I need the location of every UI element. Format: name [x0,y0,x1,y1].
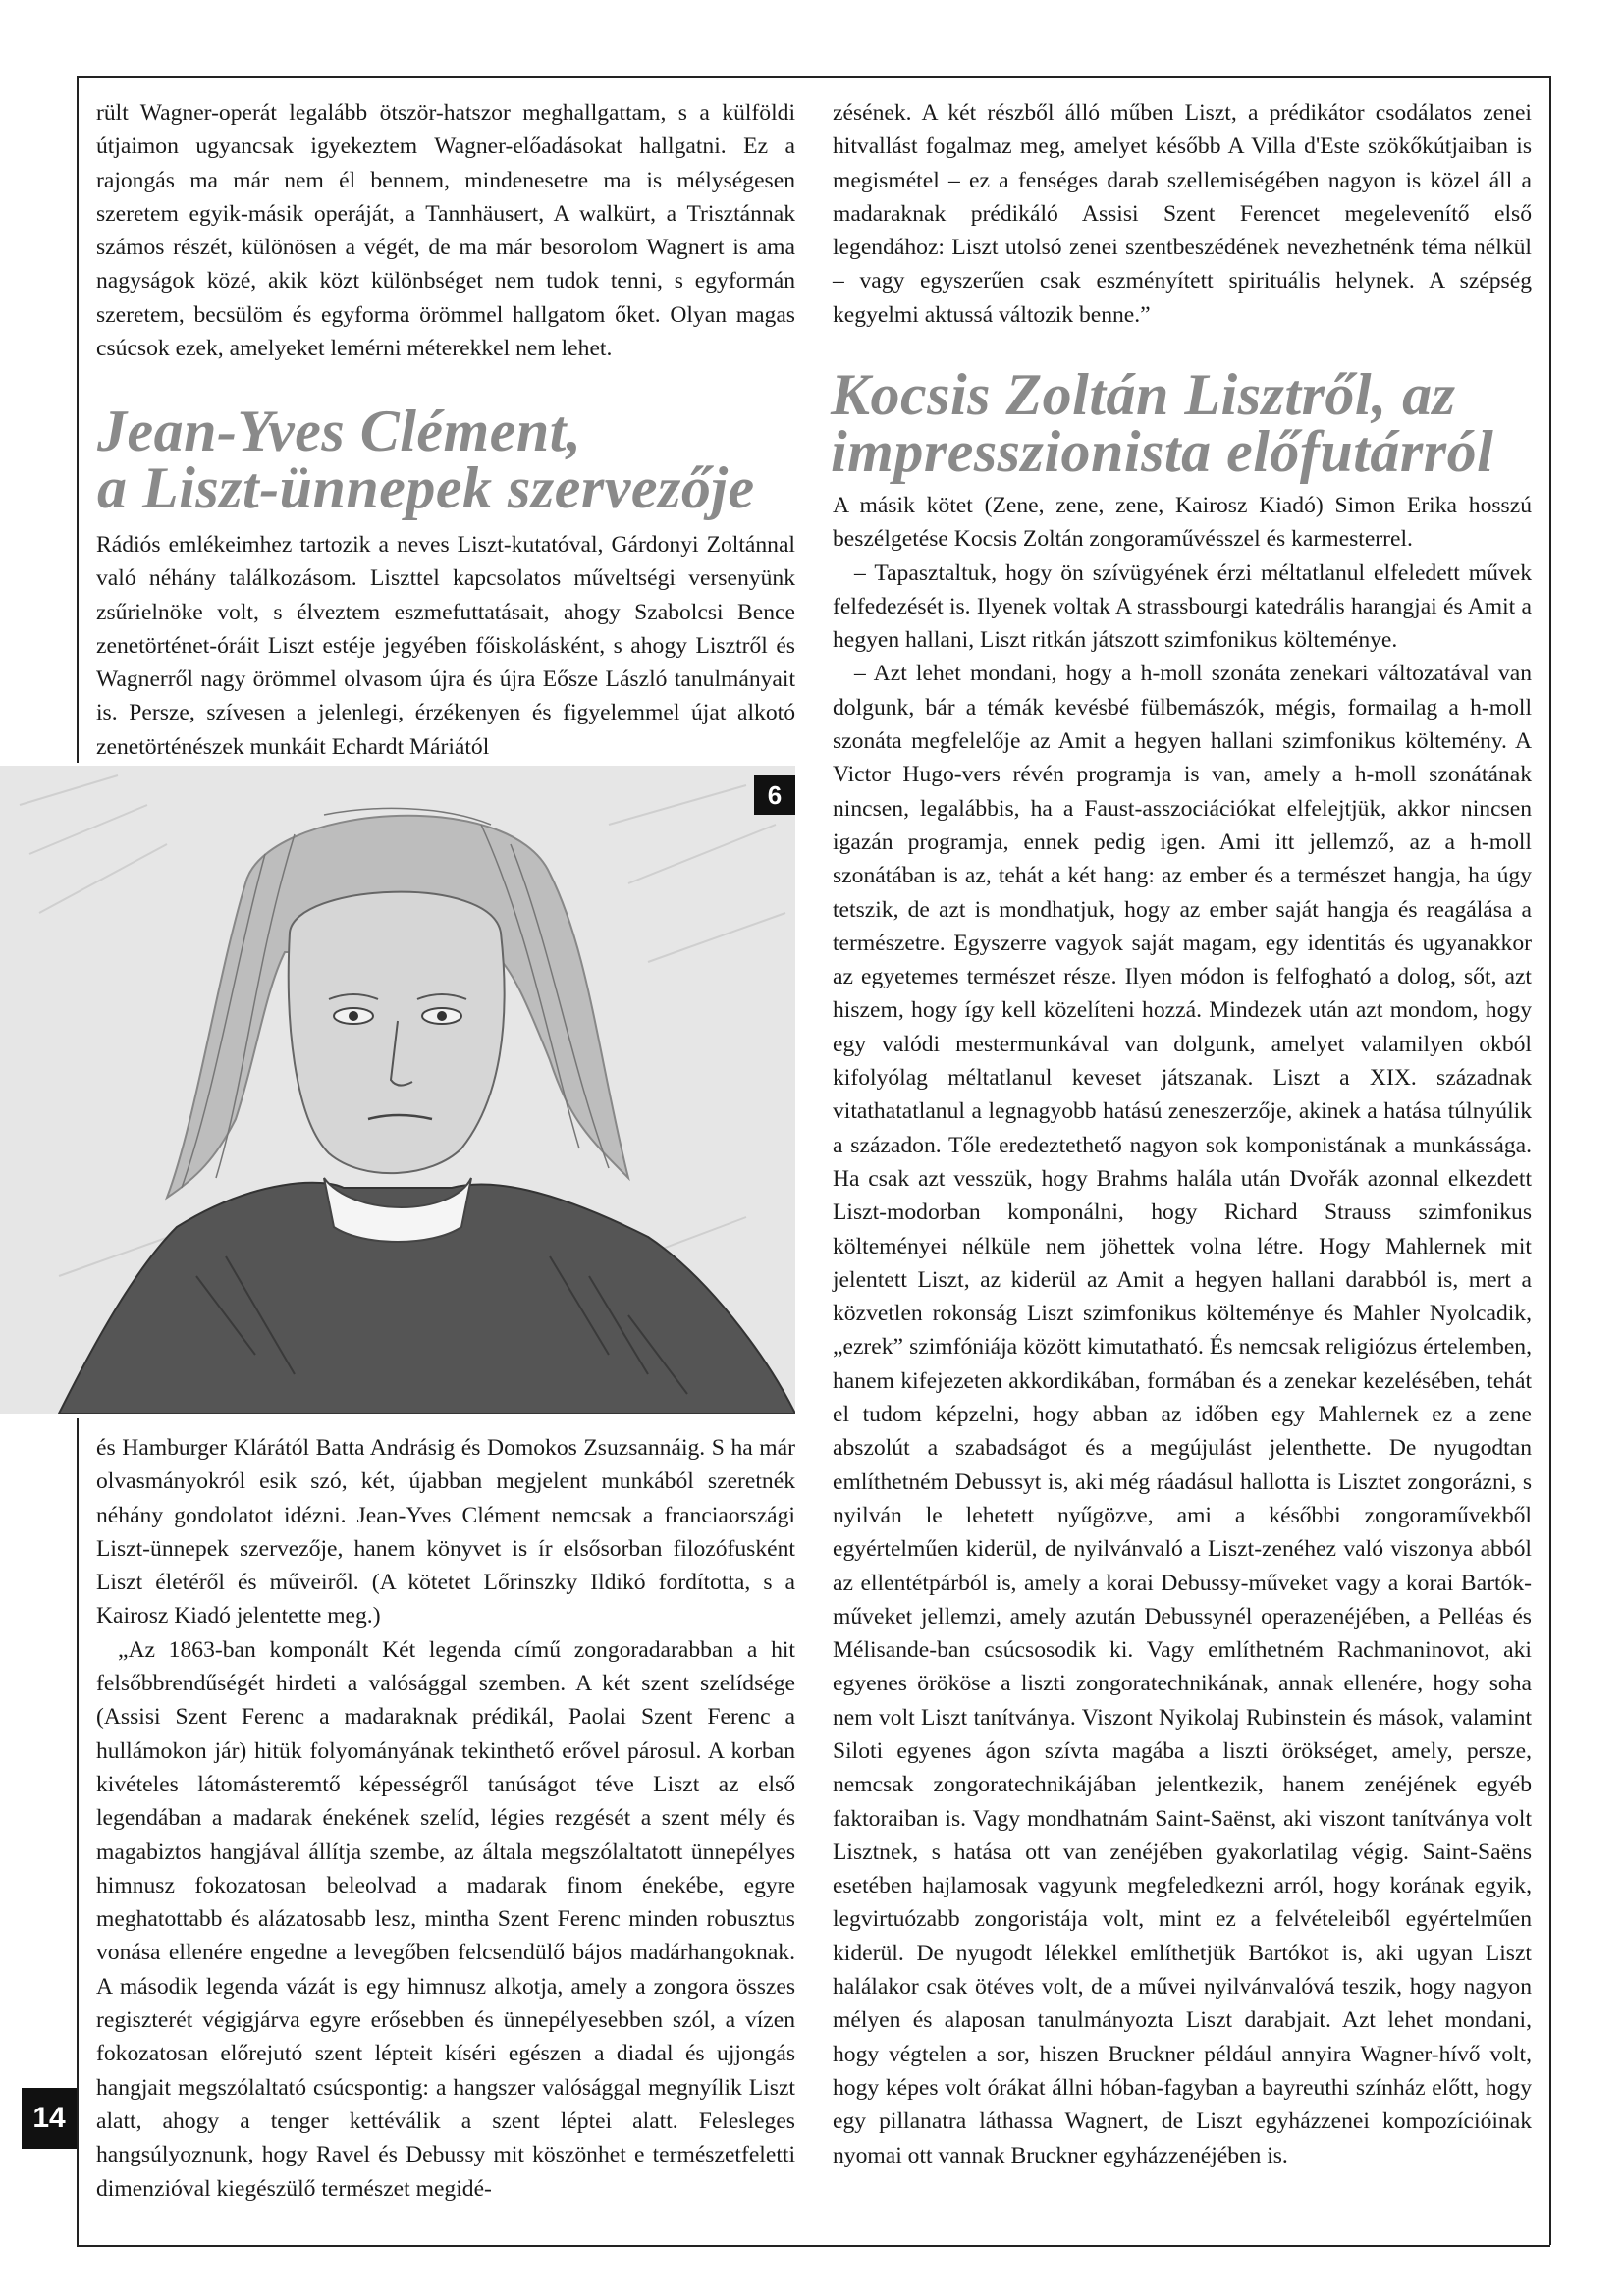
clement-paragraph-1: Rádiós emlékeimhez tartozik a neves Liszt-kutatóval, Gárdonyi Zoltánnal való néhány találkozásom. Liszttel kapcsolatos műveltségi versenyünk zsűrielnöke volt, s élveztem eszmefuttatásait, ahogy Szabolcsi Bence zenetörténet-óráit Liszt estéje jegyében főiskolásként, s ahogy Lisztről és Wagnerről nagy örömmel olvasom újra és újra Eősze László tanulmányait is. Persze, szívesen a jelenlegi, érzékenyen és figyelemmel újat alkotó zenetörténészek munkáit Echardt Máriától [96,532,795,760]
heading-kocsis [831,362,1547,484]
kocsis-question: – Tapasztaltuk, hogy ön szívügyének érzi méltatlanul elfeledett művek felfedezését is. Ilyenek voltak A strassbourgi katedrális harangjai és Amit a hegyen hallani, Liszt ritkán játszott szimfonikus költeménye. [833,560,1532,654]
page-number: 14 [22,2088,77,2149]
clement-quote: „Az 1863-ban komponált Két legenda című zongoradarabban a hit felsőbbrendűségét hirdeti a valósággal szemben. A két szent szelídsége (Assisi Szent Ferenc a madaraknak prédikál, Paolai Szent Ferenc a hullámokon jár) hitük folyományának tekinthető erővel párosul. A korban kivételes látomásteremtő képességről tanúságot téve Liszt az első legendában a madarak énekének szelíd, légies rezgését a szent mély és magabiztos hangjával állítja szembe, az általa megszólaltatott ünnepélyes himnusz fokozatosan beleolvad a madarak finom énekébe, egyre meghatottabb és alázatosabb lesz, mintha Szent Ferenc minden robusztus vonása ellenére engedne a levegőben felcsendülő bájos madárhangoknak. A második legenda vázát is egy himnusz alkotja, amely a zongora összes regiszterét végigjárva egyre erősebben és ünnepélyesebben szól, a vízen fokozatosan előrejutó szent lépteit kíséri egészen a diadal és ujjongás hangjait megszólaltató csúcspontig: a hangszer valósággal megnyílik Liszt alatt, ahogy a tenger kettéválik a szent léptei alatt. Felesleges hangsúlyoznunk, hogy Ravel és Debussy mit köszönhet e természetfeletti dimenzióval kiegészülő természet megidé- [96,1636,795,2202]
kocsis-paragraph-1: A másik kötet (Zene, zene, zene, Kairosz Kiadó) Simon Erika hosszú beszélgetése Kocsis Zoltán zongoraművésszel és karmesterrel. [833,493,1532,553]
page-frame-left-bottom [77,1418,79,2245]
page-frame-right [1549,76,1551,2245]
page-frame-bottom [77,2245,1550,2247]
column2-top [833,96,1532,332]
column1-intro [96,96,795,365]
page-frame-left-top [77,76,79,763]
liszt-portrait-drawing [0,766,795,1414]
heading-clement-line2: a Liszt-ünnepek szervezője [97,455,755,520]
column1-lower [96,1431,795,2206]
column2-body [833,489,1532,2172]
heading-kocsis-line1: Kocsis Zoltán Lisztről, az [831,362,1456,427]
figure-number-badge: 6 [754,775,795,815]
column1-upper [96,528,795,764]
quote-continuation: zésének. A két részből álló műben Liszt, a prédikátor csodálatos zenei hitvallást fogalmaz meg, amelyet később A Villa d'Este szökőkútjaiban is megismétel – ez a fenséges darab szellemiségében nagyon is közel áll a madaraknak prédikáló Assisi Szent Ferencet megelevenítő első legendához: Liszt utolsó zenei szentbeszédének nevezhetnénk téma nélkül – vagy egyszerűen csak eszményített spirituális helynek. A szépség kegyelmi aktussá változik benne.” [833,100,1532,328]
heading-kocsis-line2: impresszionista előfutárról [831,419,1494,484]
clement-paragraph-2: és Hamburger Klárától Batta Andrásig és Domokos Zsuzsannáig. S ha már olvasmányokról esik szó, két, újabban megjelent munkából szeretnék néhány gondolatot idézni. Jean-Yves Clément nemcsak a franciaországi Liszt-ünnepek szervezője, hanem könyvet is ír elsősorban filozófusként Liszt életéről és műveiről. (A kötetet Lőrinszky Ildikó fordította, s a Kairosz Kiadó jelentette meg.) [96,1435,795,1629]
kocsis-answer: – Azt lehet mondani, hogy a h-moll szonáta zenekari változatával van dolgunk, bár a témák kevésbé fülbemászók, mégis, formailag a h-moll szonáta megfelelője az Amit a hegyen hallani szimfonikus költemény. A Victor Hugo-vers révén programja is van, amely a h-moll szonátának nincsen, legalábbis, ha a Faust-asszociációkat elfelejtjük, akkor nincsen igazán programja, ennek pedig igen. Ami itt jellemző, az a h-moll szonátában is az, tehát a két hang: az ember és a természet hangja, ha úgy tetszik, de azt is mondhatjuk, hogy az ember saját hangja és reagálása a természetre. Egyszerre vagyok saját magam, egy identitás és ugyanakkor az egyetemes természet része. Ilyen módon is felfogható a dolog, sőt, azt hiszem, hogy így kell közelíteni hozzá. Mindezek után azt mondom, hogy egy valódi mestermunkával van dolgunk, amelyet valamilyen okból kifolyólag méltatlanul keveset játszanak. Liszt a XIX. századnak vitathatatlanul a legnagyobb hatású zeneszerzője, akinek a hatása túlnyúlik a századon. Tőle eredeztethető nagyon sok komponistának a munkássága. Ha csak azt vesszük, hogy Brahms halála után Dvořák azonnal elkezdett Liszt-modorban komponálni, hogy Richard Strauss szimfonikus költeményei nélküle nem jöhettek volna létre. Hogy Mahlernek mit jelentett Liszt, az kiderül az Amit a hegyen hallani darabból is, mert a közvetlen rokonság Liszt szimfonikus költeménye és Mahler Nyolcadik, „ezrek” szimfóniája között kimutatható. És nemcsak religiózus értelemben, hanem kifejezeten akkordikában, formában és a zenekar kezelésében, tehát el tudom képzelni, hogy abban az időben egy Mahlernek ez a zene abszolút a szabadságot és a megújulást jelenthette. De nyugodtan említhetném Debussyt is, aki még ráadásul hallotta is Lisztet zongorázni, s nyilván le lehetett nyűgözve, ami a későbbi zongoraművekből egyértelműen kiderül, de nyilvánvaló a Liszt-zenéhez való viszonya abból az ellentétpárból is, amely a korai Debussy-műveket vagy a korai Bartók-műveket jellemzi, amely azután Debussynél operazenéjében, a Pelléas és Mélisande-ban csúcsosodik ki. Vagy említhetném Rachmaninovot, aki egyenes örököse a liszti zongoratechnikának, annak ellenére, hogy soha nem volt Liszt tanítványa. Viszont Nyikolaj Rubinstein és mások, valamint Siloti egyenes ágon szívta magába a liszti örökséget, amely, persze, nemcsak zongoratechnikájában jelentkezik, hanem zenéjének egyéb faktoraiban is. Vagy mondhatnám Saint-Saënst, aki viszont tanítványa volt Lisztnek, s hatása ott van zenéjében gyakorlatilag végig. Saint-Saëns esetében hajlamosak vagyunk megfeledkezni arról, hogy korának egyik, legvirtuózabb zongoristája volt, mint ez a felvételeiből egyértelműen kiderül. De nyugodt lélekkel említhetjük Bartókot is, aki ugyan Liszt halálakor csak ötéves volt, de a művei nyilvánvalóvá teszik, hogy nagyon mélyen és alaposan tanulmányozta Liszt darabjait. Azt lehet mondani, hogy végtelen a sor, hiszen Bruckner például annyira Wagner-hívő volt, hogy képes volt órákat állni hóban-fagyban a bayreuthi színház előtt, hogy egy pillanatra láthassa Wagnert, de Liszt egyházzenei kompozícióinak nyomai ott vannak Bruckner egyházzenéjében is. [833,661,1532,2168]
page-frame-top [77,76,1550,78]
heading-clement-line1: Jean-Yves Clément, [97,399,582,463]
intro-paragraph: rült Wagner-operát legalább ötször-hatszor meghallgattam, s a külföldi útjaimon ugyancsak igyekeztem Wagner-előadásokat hallgatni. Ez a rajongás ma már nem él bennem, mindenesetre ma is mélységesen szeretem egyik-másik operáját, a Tannhäusert, A walkürt, a Trisztánnak számos részét, különösen a végét, de ma már besorolom Wagnert is ama nagyságok közé, akik közt különbséget nem tudok tenni, s egyformán szeretem, becsülöm és egyforma örömmel hallgatom őket. Olyan magas csúcsok ezek, amelyeket lemérni méterekkel nem lehet. [96,100,795,362]
heading-clement [97,399,804,520]
